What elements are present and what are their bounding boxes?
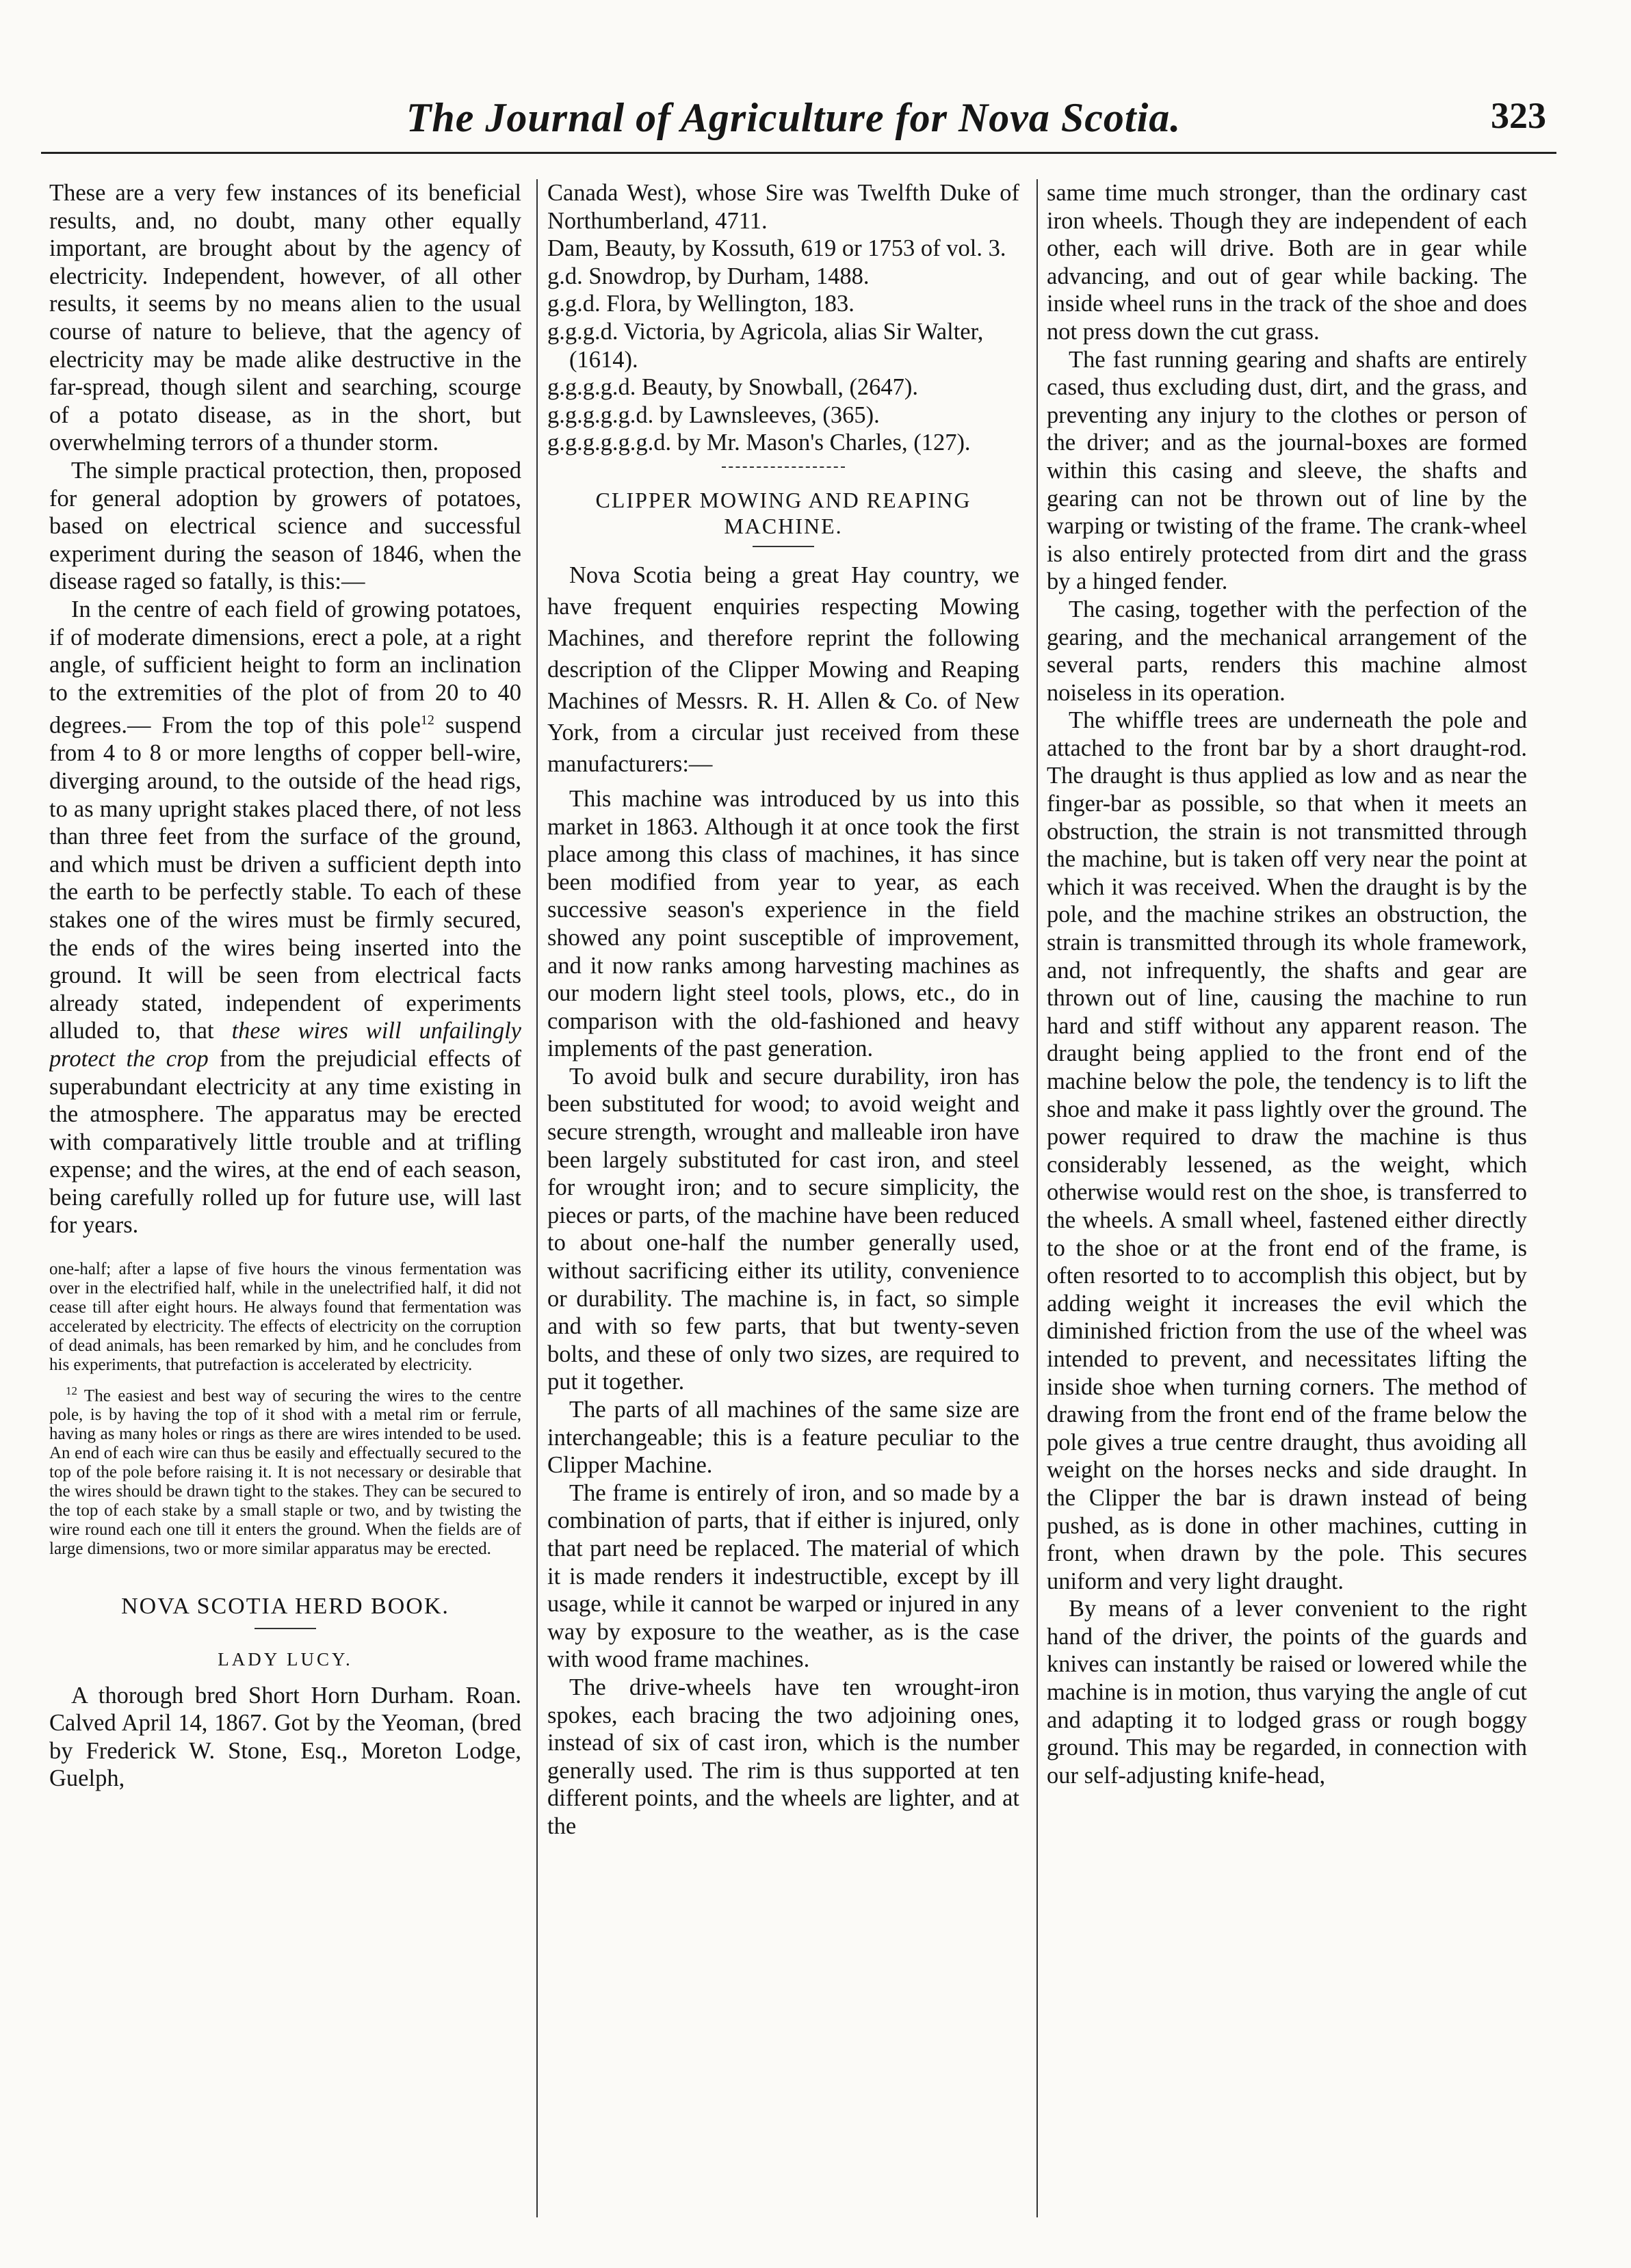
paragraph: The fast running gearing and shafts are entirely cased, thus excluding dust, dirt, and the grass, and preventing any injury to the clothes or person of the driver; and as the journal-boxes are formed within this casing and sleeve, the shafts and gearing can not be thrown out of line by the warping or twisting of the frame. The crank-wheel is also entirely protected from dirt and the grass by a hinged fender. (1047, 346, 1527, 595)
column-divider-2 (1036, 179, 1038, 2217)
pedigree-line: g.g.g.g.d. Beauty, by Snowball, (2647). (547, 374, 919, 401)
pedigree-intro: Canada West), whose Sire was Twelfth Duke of Northumberland, 4711. (547, 180, 1019, 234)
column-2 (547, 179, 1019, 2217)
footnote-text: The easiest and best way of securing the wires to the centre pole, is by having the top of it shod with a metal rim or ferrule, having as many holes or rings as there are wires intended to be used. An end of each wire can thus be easily and effectually secured to the top of the pole before raising it. It is not necessary or desirable that the wires should be drawn tight to the stakes. They can be secured to the top of each stake by a small staple or two, and by twisting the wire round each one till it enters the ground. When the fields are of large dimensions, two or more similar apparatus may be erected. (49, 1386, 521, 1559)
emphasis: these wires will unfailingly protect the crop (49, 1018, 521, 1072)
paragraph: To avoid bulk and secure durability, iron has been substituted for wood; to avoid weight and secure strength, wrought and malleable iron have been largely substituted for cast iron, and steel for wrought iron; and to secure simplicity, the pieces or parts, of the machine have been reduced to about one-half the number generally used, without sacrificing either its utility, convenience or durability. The machine is, in fact, so simple and with so few parts, that but twenty-seven bolts, and these of only two sizes, are required to put it together. (547, 1063, 1019, 1395)
section-separator (722, 466, 845, 468)
footnote-ref: 12 (420, 713, 434, 728)
column-divider-1 (536, 179, 538, 2217)
footnote-number: 12 (66, 1384, 77, 1398)
journal-title: The Journal of Agriculture for Nova Scotia. (406, 95, 1182, 140)
paragraph (49, 596, 521, 1239)
intro-paragraph: Nova Scotia being a great Hay country, we have frequent enquiries respecting Mowing Machines, and therefore reprint the following description of the Clipper Mowing and Reaping Machines of Messrs. R. H. Allen & Co. of New York, from a circular just received from these manufacturers:— (547, 562, 1019, 777)
pedigree-line: g.d. Snowdrop, by Durham, 1488. (547, 263, 870, 289)
footnote-continued: one-half; after a lapse of five hours the vinous fermentation was over in the electrified half, while in the unelectrified half, it did not cease till after eight hours. He always found that fermentation was accelerated by electricity. The effects of electricity on the corruption of dead animals, has been remarked by him, and he concludes from his experiments, that putrefaction is accelerated by electricity. (49, 1260, 521, 1375)
header-rule (41, 152, 1556, 154)
paragraph: The frame is entirely of iron, and so made by a combination of parts, that if either is injured, only that part need be replaced. The material of which it is made renders it indestructible, except by ill usage, while it cannot be warped or injured in any way by exposure to the weather, as is the case with wood frame machines. (547, 1479, 1019, 1673)
paragraph: same time much stronger, than the ordinary cast iron wheels. Though they are independent of each other, each will drive. Both are in gear while advancing, and out of gear while backing. The inside wheel runs in the track of the shoe and does not press down the cut grass. (1047, 180, 1527, 345)
title-rule (255, 1628, 316, 1629)
footnotes (49, 1260, 521, 1559)
title-rule (753, 546, 814, 547)
paragraph: The drive-wheels have ten wrought-iron spokes, each bracing the two adjoining ones, instead of six of cast iron, which is the number generally used. The rim is thus supported at ten different points, and the wheels are lighter, and at the (547, 1674, 1019, 1839)
paragraph: A thorough bred Short Horn Durham. Roan. Calved April 14, 1867. Got by the Yeoman, (bred by Frederick W. Stone, Esq., Moreton Lodge, Guelph, (49, 1682, 521, 1792)
pedigree-line: g.g.d. Flora, by Wellington, 183. (547, 291, 854, 317)
text-run: suspend from 4 to 8 or more lengths of copper bell-wire, diverging around, to the outside of the head rigs, to as many upright stakes placed there, of not less than three feet from the surface of the ground, and which must be driven a sufficient depth into the earth to be perfectly stable. To each of these stakes one of the wires must be firmly secured, the ends of the wires being inserted into the ground. It will be seen from electrical facts already stated, independent of experiments alluded to, that (49, 712, 521, 1044)
paragraph: These are a very few instances of its beneficial results, and, no doubt, many other equally important, are brought about by the agency of electricity. Independent, however, of all other results, it seems by no means alien to the usual course of nature to believe, that the agency of electricity may be made alike destructive in the far-spread, though silent and searching, scourge of a potato disease, as in the short, but overwhelming terrors of a thunder storm. (49, 180, 521, 456)
text-run: In the centre of each field of growing potatoes, if of moderate dimensions, erect a pole, at a right angle, of sufficient height to form an inclination to the extremities of the plot of from 20 to 40 degrees.— From the top of this pole (49, 596, 521, 739)
text-run: from the prejudicial effects of superabundant electricity at any time existing in the atmosphere. The apparatus may be erected with comparatively little trouble and at trifling expense; and the wires, at the end of each season, being carefully rolled up for future use, will last for years. (49, 1045, 521, 1239)
paragraph: The casing, together with the perfection of the gearing, and the mechanical arrangement of the several parts, renders this machine almost noiseless in its operation. (1047, 596, 1527, 706)
column-3 (1047, 179, 1527, 2217)
pedigree-line: g.g.g.g.g.d. by Lawnsleeves, (365). (547, 401, 880, 428)
pedigree-line: g.g.g.g.g.g.d. by Mr. Mason's Charles, (127). (547, 430, 971, 456)
paragraph: The whiffle trees are underneath the pole and attached to the front bar by a short draught-rod. The draught is thus applied as low and as near the finger-bar as possible, so that when it meets an obstruction, the strain is not transmitted through the machine, but is taken off very near the point at which it was received. When the draught is by the pole, and the machine strikes an obstruction, the strain is transmitted through its whole framework, and, not infrequently, the shafts and gear are thrown out of line, causing the machine to run hard and stiff without any apparent reason. The draught being applied to the front end of the machine below the pole, the tendency is to lift the shoe and make it pass lightly over the ground. The power required to draw the machine is thus considerably lessened, as the weight, which otherwise would rest on the shoe, is transferred to the wheels. A small wheel, fastened either directly to the shoe or at the front end of the frame, is often resorted to to accomplish this object, but by adding weight it increases the evil which the diminished friction from the use of the wheel was intended to prevent, and necessitates lifting the inside shoe when turning corners. The method of drawing from the front end of the frame below the pole gives a true centre draught, thus avoiding all weight on the horses necks and side draught. In the Clipper the bar is drawn instead of being pushed, as is done in other machines, cutting in front, when drawn by the pole. This secures uniform and very light draught. (1047, 707, 1527, 1594)
paragraph: By means of a lever convenient to the right hand of the driver, the points of the guards and knives can instantly be raised or lowered while the machine is in motion, thus varying the angle of cut and adapting it to lodged grass or rough boggy ground. This may be regarded, in connection with our self-adjusting knife-head, (1047, 1596, 1527, 1789)
page-number: 323 (1491, 95, 1546, 136)
paragraph: The parts of all machines of the same size are interchangeable; this is a feature peculiar to the Clipper Machine. (547, 1397, 1019, 1479)
section-title-clipper: CLIPPER MOWING AND REAPING MACHINE. (595, 487, 971, 538)
paragraph: This machine was introduced by us into this market in 1863. Although it at once took the first place among this class of machines, it has since been modified from year to year, as each successive season's experience in the field showed any point susceptible of improvement, and it now ranks among harvesting machines as our modern light steel tools, plows, etc., do in comparison with the old-fashioned and heavy implements of the past generation. (547, 785, 1019, 1062)
pedigree-line: Dam, Beauty, by Kossuth, 619 or 1753 of vol. 3. (547, 235, 1006, 262)
entry-title: LADY LUCY. (218, 1648, 353, 1670)
column-1 (49, 179, 521, 2217)
running-header (41, 82, 1546, 150)
footnote-12 (49, 1382, 521, 1559)
paragraph: The simple practical protection, then, proposed for general adoption by growers of potatoes, based on electrical science and successful experiment during the season of 1846, when the disease raged so fatally, is this:— (49, 457, 521, 595)
section-title-herd-book: NOVA SCOTIA HERD BOOK. (121, 1594, 449, 1620)
pedigree-line: g.g.g.d. Victoria, by Agricola, alias Sir Walter, (1614). (547, 318, 984, 373)
pedigree-list (547, 235, 1019, 457)
